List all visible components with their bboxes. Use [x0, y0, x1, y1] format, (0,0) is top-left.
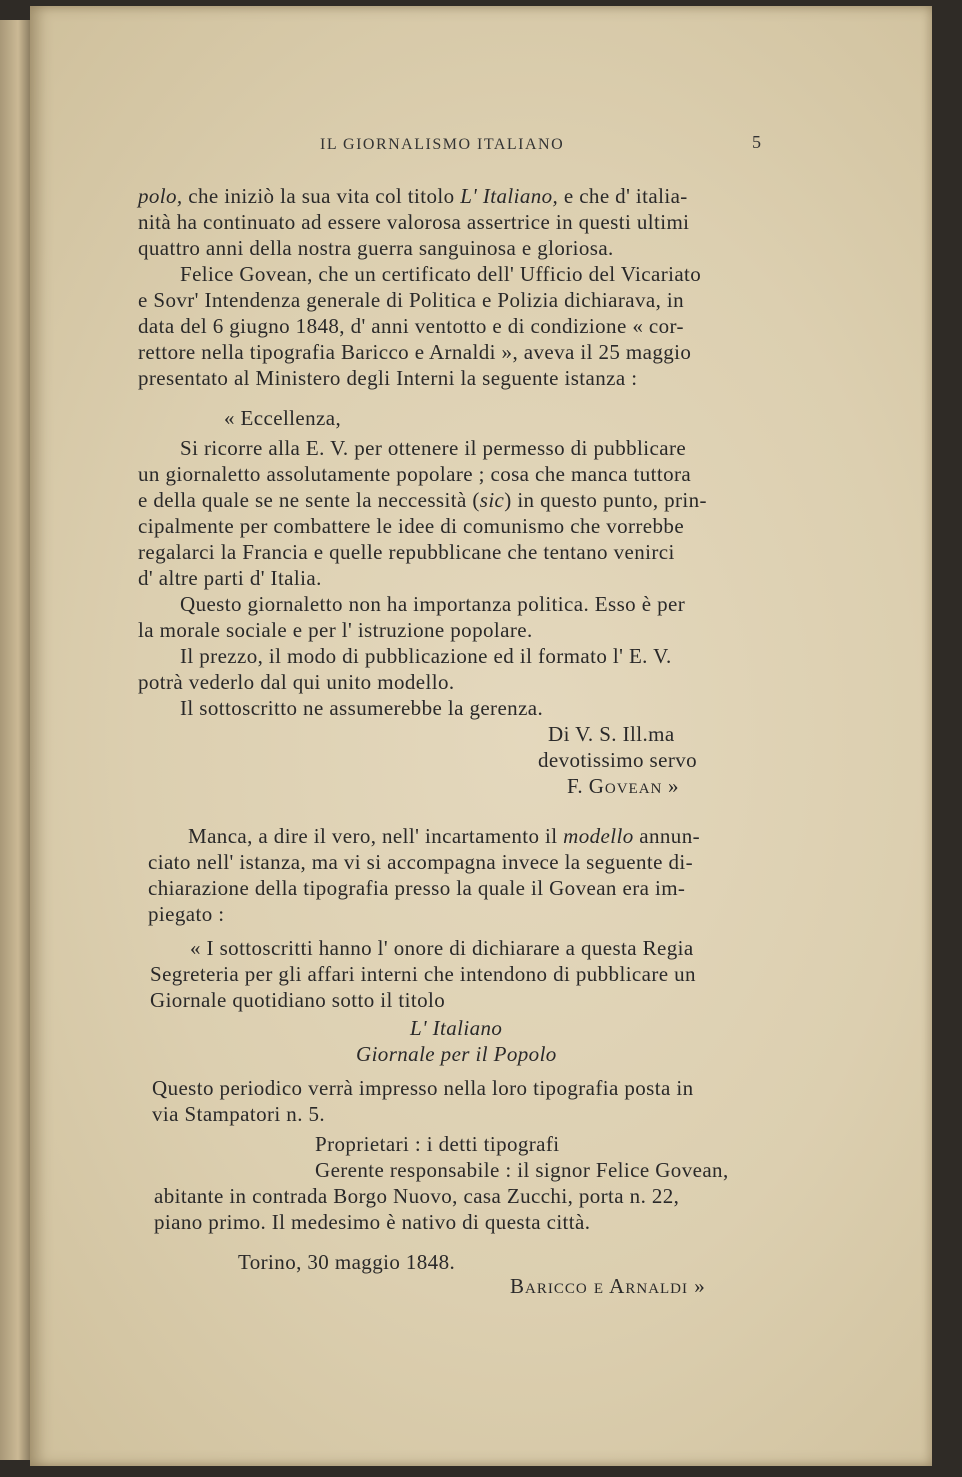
text-line: « I sottoscritti hanno l' onore di dichiarare a questa Regia — [190, 936, 694, 960]
text-line: devotissimo servo — [538, 748, 698, 772]
text-line: nità ha continuato ad essere valorosa assertrice in questi ultimi — [138, 210, 690, 234]
text-line: cipalmente per combattere le idee di comunismo che vorrebbe — [138, 514, 685, 538]
text-line: Torino, 30 maggio 1848. — [238, 1250, 456, 1274]
text-line: Questo giornaletto non ha importanza politica. Esso è per — [180, 592, 686, 616]
text-line: quattro anni della nostra guerra sanguinosa e gloriosa. — [138, 236, 614, 260]
text-line: Giornale quotidiano sotto il titolo — [150, 988, 446, 1012]
text-line: Giornale per il Popolo — [356, 1042, 557, 1066]
text-line: e della quale se ne sente la neccessità (sic) in questo punto, prin- — [138, 488, 707, 512]
text-line: e Sovr' Intendenza generale di Politica e Polizia dichiarava, in — [138, 288, 685, 312]
text-line: piano primo. Il medesimo è nativo di questa città. — [154, 1210, 591, 1234]
text-line: Gerente responsabile : il signor Felice Govean, — [315, 1158, 729, 1182]
book-page — [30, 6, 932, 1466]
text-line: Manca, a dire il vero, nell' incartamento il modello annun- — [188, 824, 700, 848]
text-line: la morale sociale e per l' istruzione popolare. — [138, 618, 533, 642]
text-line: presentato al Ministero degli Interni la seguente istanza : — [138, 366, 638, 390]
text-line: Il sottoscritto ne assumerebbe la gerenza. — [180, 696, 544, 720]
text-line: abitante in contrada Borgo Nuovo, casa Zucchi, porta n. 22, — [154, 1184, 680, 1208]
text-line: Di V. S. Ill.ma — [548, 722, 675, 746]
running-title: IL GIORNALISMO ITALIANO — [320, 136, 565, 153]
text-line: piegato : — [148, 902, 225, 926]
text-line: Proprietari : i detti tipografi — [315, 1132, 560, 1156]
text-line: F. Govean » — [567, 774, 679, 798]
text-line: chiarazione della tipografia presso la quale il Govean era im- — [148, 876, 686, 900]
text-line: Il prezzo, il modo di pubblicazione ed il formato l' E. V. — [180, 644, 672, 668]
text-line: ciato nell' istanza, ma vi si accompagna invece la seguente di- — [148, 850, 694, 874]
text-line: Questo periodico verrà impresso nella loro tipografia posta in — [152, 1076, 694, 1100]
text-line: Segreteria per gli affari interni che intendono di pubblicare un — [150, 962, 696, 986]
text-line: « Eccellenza, — [224, 406, 342, 430]
text-line: polo, che iniziò la sua vita col titolo L' Italiano, e che d' italia- — [138, 184, 688, 208]
text-line: Si ricorre alla E. V. per ottenere il permesso di pubblicare — [180, 436, 687, 460]
text-line: L' Italiano — [410, 1016, 503, 1040]
text-line: Felice Govean, che un certificato dell' Ufficio del Vicariato — [180, 262, 702, 286]
text-line: regalarci la Francia e quelle repubblicane che tentano venirci — [138, 540, 675, 564]
text-line: d' altre parti d' Italia. — [138, 566, 322, 590]
text-line: un giornaletto assolutamente popolare ; cosa che manca tuttora — [138, 462, 692, 486]
text-line: rettore nella tipografia Baricco e Arnaldi », aveva il 25 maggio — [138, 340, 692, 364]
text-line: via Stampatori n. 5. — [152, 1102, 326, 1126]
text-line: data del 6 giugno 1848, d' anni ventotto e di condizione « cor- — [138, 314, 684, 338]
text-line: potrà vederlo dal qui unito modello. — [138, 670, 455, 694]
text-line: Baricco e Arnaldi » — [510, 1274, 706, 1298]
previous-page-edge — [0, 20, 30, 1460]
page-number: 5 — [752, 132, 763, 152]
